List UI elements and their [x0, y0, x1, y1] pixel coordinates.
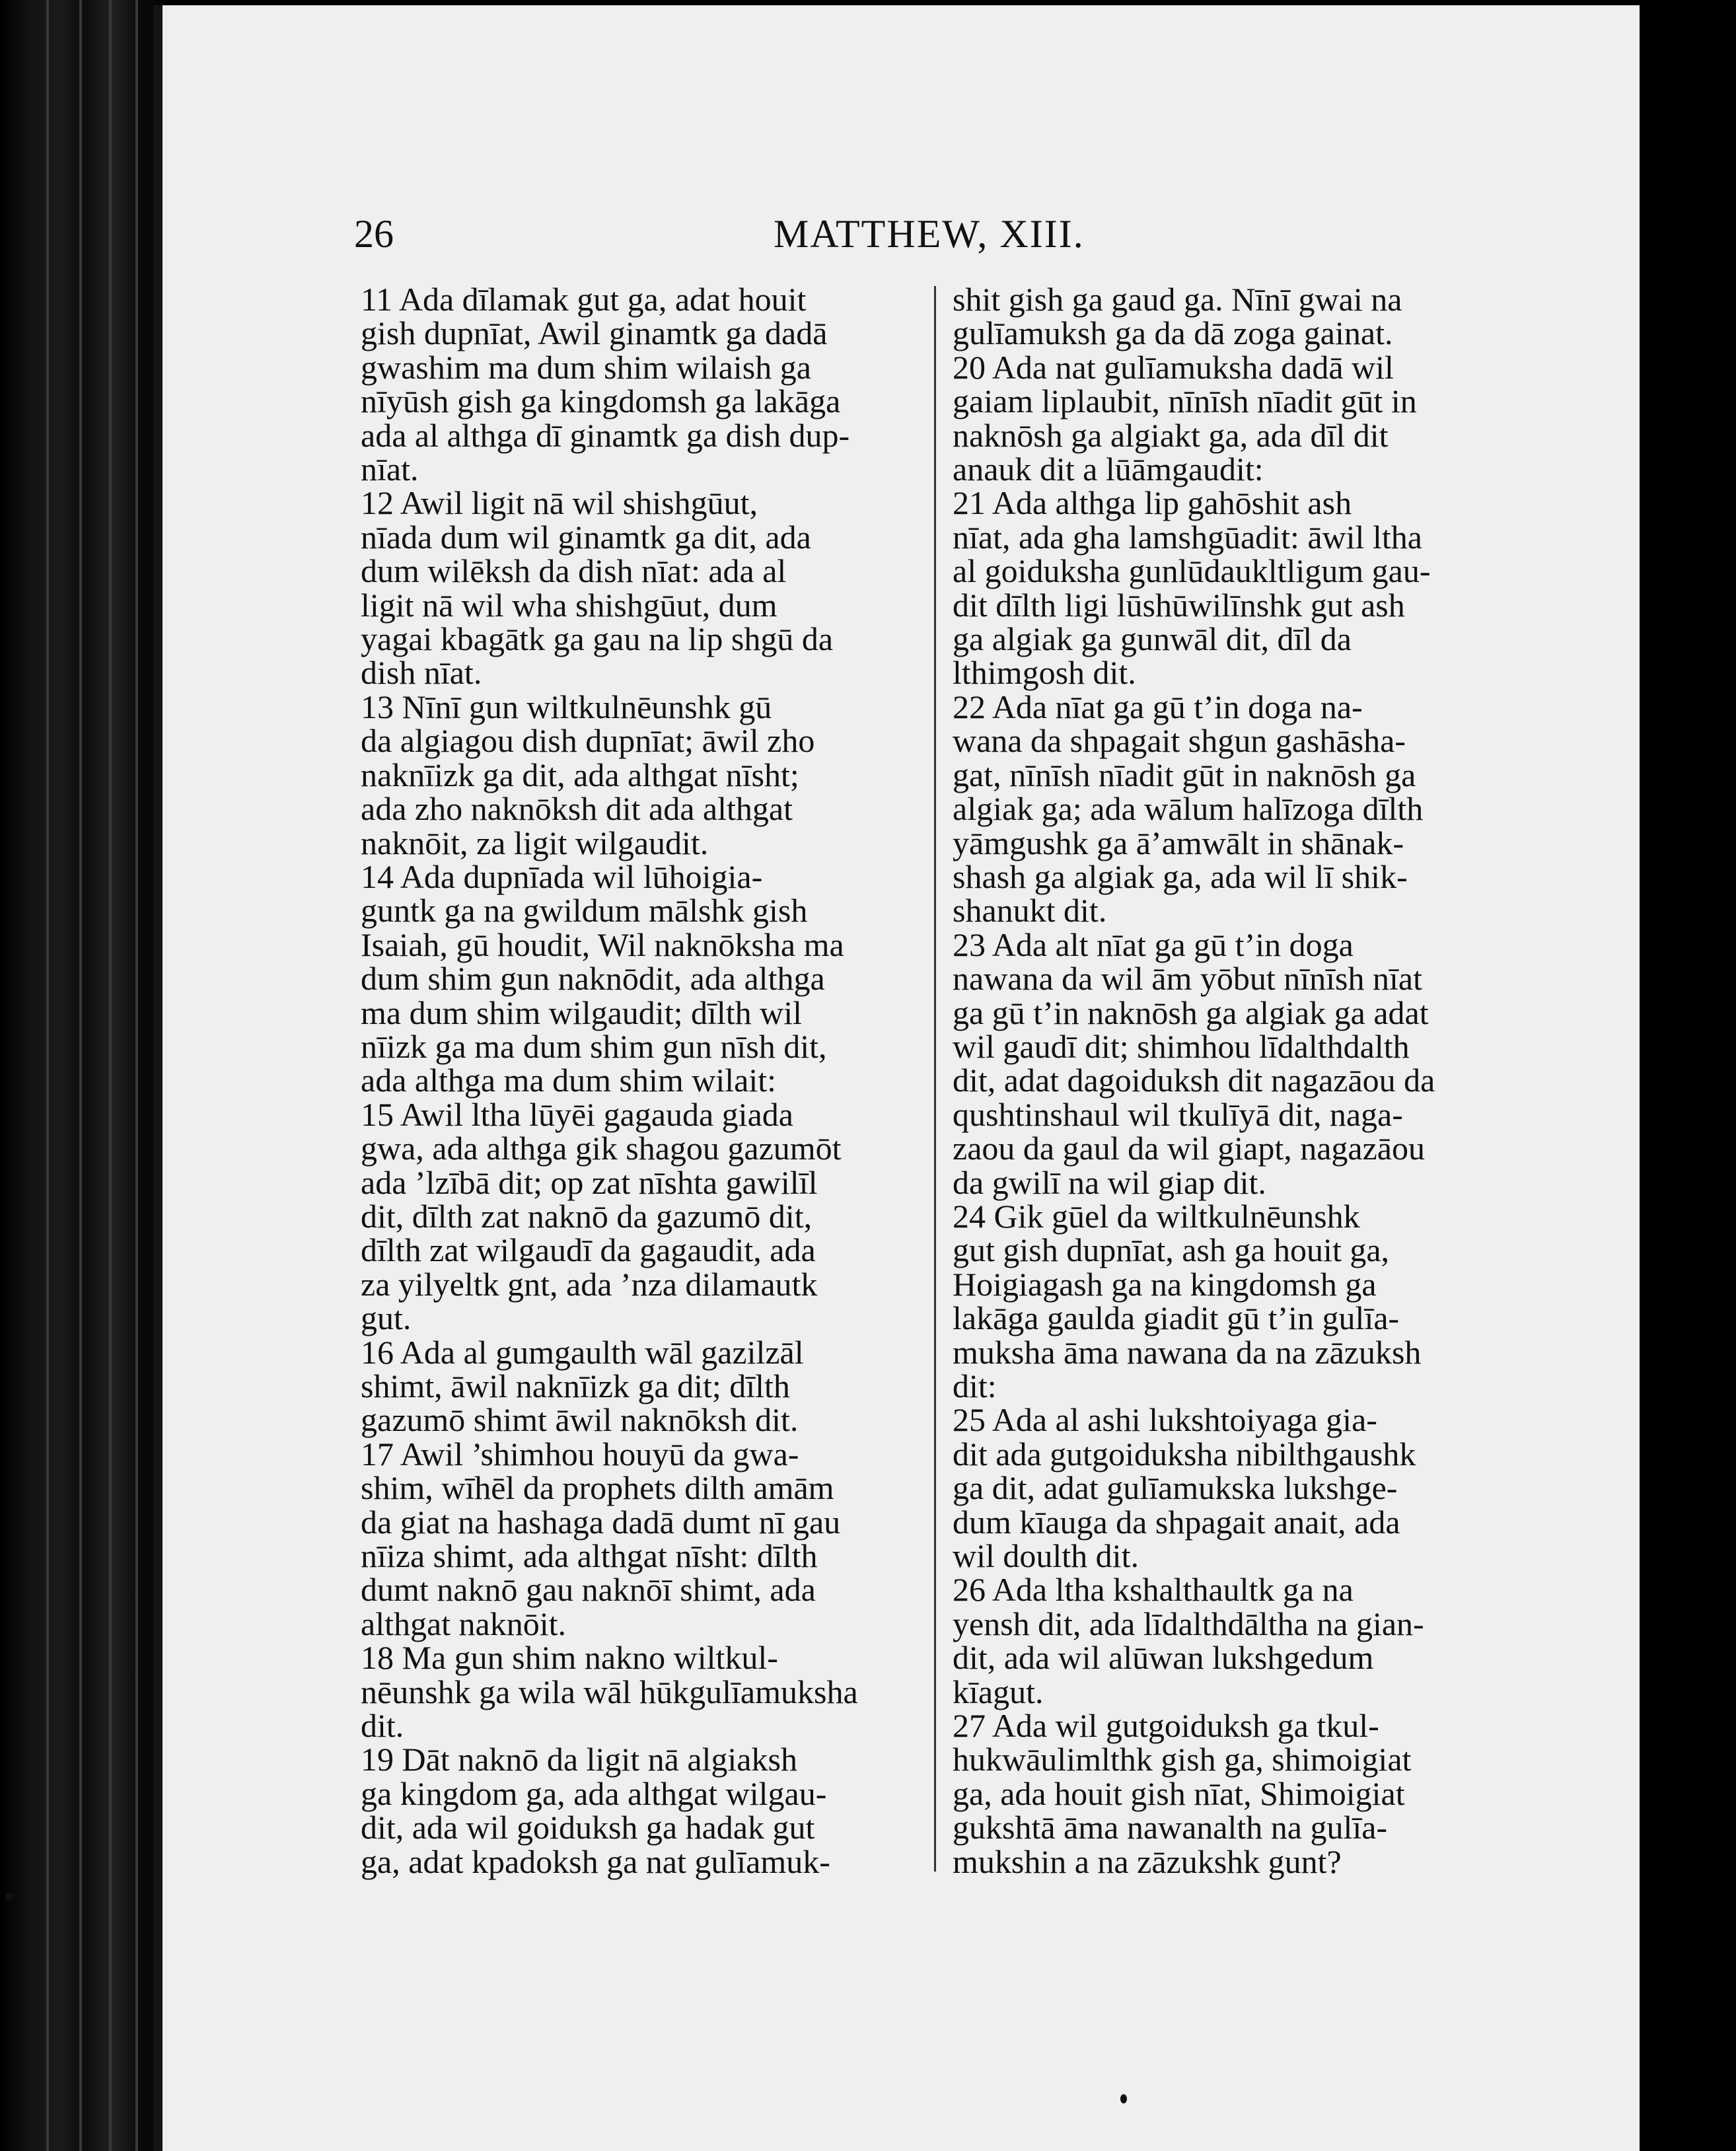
- text-line: ga, ada houit gish nīat, Shimoigiat: [953, 1774, 1405, 1812]
- text-line: dit.: [361, 1707, 404, 1745]
- text-line: nīyūsh gish ga kingdomsh ga lakāga: [361, 383, 841, 420]
- text-line: 11 Ada dīlamak gut ga, adat houit: [361, 281, 807, 318]
- text-line: za yilyeltk gnt, ada ’nza dilamautk: [361, 1265, 818, 1303]
- text-line: 25 Ada al ashi lukshtoiyaga gia-: [953, 1401, 1377, 1439]
- text-line: shim, wīhēl da prophets dilth amām: [361, 1469, 834, 1507]
- text-line: hukwāulimlthk gish ga, shimoigiat: [953, 1741, 1412, 1778]
- text-line: gwashim ma dum shim wilaish ga: [361, 348, 811, 386]
- page-number: 26: [354, 212, 394, 256]
- text-line: dumt naknō gau naknōī shimt, ada: [361, 1571, 816, 1609]
- text-line: ga gū t’in naknōsh ga algiak ga adat: [953, 994, 1429, 1031]
- speck-mark: [1120, 2094, 1127, 2103]
- text-line: althgat naknōit.: [361, 1605, 567, 1642]
- text-line: 16 Ada al gumgaulth wāl gazilzāl: [361, 1333, 804, 1371]
- text-line: dit:: [953, 1367, 997, 1404]
- text-line: gulīamuksh ga da dā zoga gainat.: [953, 314, 1393, 352]
- text-line: gazumō shimt āwil naknōksh dit.: [361, 1401, 799, 1439]
- text-line: ga algiak ga gunwāl dit, dīl da: [953, 620, 1352, 658]
- text-line: ligit nā wil wha shishgūut, dum: [361, 586, 778, 624]
- column-divider: [934, 286, 936, 1872]
- text-line: naknōit, za ligit wilgaudit.: [361, 824, 709, 861]
- text-line: dum kīauga da shpagait anait, ada: [953, 1503, 1400, 1541]
- text-line: dit, ada wil goiduksh ga hadak gut: [361, 1809, 815, 1846]
- text-line: 27 Ada wil gutgoiduksh ga tkul-: [953, 1707, 1379, 1745]
- text-line: wana da shpagait shgun gashāsha-: [953, 722, 1406, 760]
- text-line: Isaiah, gū houdit, Wil naknōksha ma: [361, 926, 844, 963]
- text-line: gukshtā āma nawanalth na gulīa-: [953, 1809, 1388, 1846]
- text-line: ma dum shim wilgaudit; dīlth wil: [361, 994, 803, 1031]
- text-line: shash ga algiak ga, ada wil lī shik-: [953, 857, 1408, 895]
- text-line: naknōsh ga algiakt ga, ada dīl dit: [953, 416, 1389, 454]
- text-line: gut.: [361, 1299, 412, 1337]
- book-page: [153, 5, 1640, 2151]
- text-line: muksha āma nawana da na zāzuksh: [953, 1333, 1422, 1371]
- text-line: gut gish dupnīat, ash ga houit ga,: [953, 1231, 1390, 1269]
- text-line: nīat, ada gha lamshgūadit: āwil ltha: [953, 518, 1422, 556]
- text-line: gat, nīnīsh nīadit gūt in naknōsh ga: [953, 756, 1416, 793]
- text-line: yagai kbagātk ga gau na lip shgū da: [361, 620, 834, 658]
- text-line: shit gish ga gaud ga. Nīnī gwai na: [953, 281, 1402, 318]
- text-line: 18 Ma gun shim nakno wiltkul-: [361, 1639, 778, 1677]
- text-line: da giat na hashaga dadā dumt nī gau: [361, 1503, 841, 1541]
- text-line: yāmgushk ga ā’amwālt in shānak-: [953, 824, 1404, 861]
- page-header: [163, 211, 1640, 264]
- text-line: dit, adat dagoiduksh dit nagazāou da: [953, 1062, 1435, 1099]
- text-line: lthimgosh dit.: [953, 654, 1136, 692]
- text-line: da gwilī na wil giap dit.: [953, 1163, 1266, 1201]
- text-line: dum wilēksh da dish nīat: ada al: [361, 552, 787, 590]
- book-spine: [0, 0, 165, 2151]
- text-line: qushtinshaul wil tkulīyā dit, naga-: [953, 1095, 1403, 1133]
- text-line: al goiduksha gunlūdaukltligum gau-: [953, 552, 1431, 590]
- text-line: Hoigiagash ga na kingdomsh ga: [953, 1265, 1377, 1303]
- text-line: naknīizk ga dit, ada althgat nīsht;: [361, 756, 799, 793]
- text-line: ada ’lzībā dit; op zat nīshta gawilīl: [361, 1163, 818, 1201]
- text-line: ga kingdom ga, ada althgat wilgau-: [361, 1774, 827, 1812]
- text-line: 19 Dāt naknō da ligit nā algiaksh: [361, 1741, 797, 1778]
- text-line: nīizk ga ma dum shim gun nīsh dit,: [361, 1027, 827, 1065]
- text-line: dit dīlth ligi lūshūwilīnshk gut ash: [953, 586, 1405, 624]
- spine-edge-line: [79, 0, 82, 2151]
- text-line: dit, ada wil alūwan lukshgedum: [953, 1639, 1374, 1677]
- spine-edge-line: [46, 0, 49, 2151]
- text-line: lakāga gaulda giadit gū t’in gulīa-: [953, 1299, 1400, 1337]
- text-line: shanukt dit.: [953, 892, 1107, 930]
- text-line: gwa, ada althga gik shagou gazumōt: [361, 1130, 842, 1167]
- text-line: ada althga ma dum shim wilait:: [361, 1062, 777, 1099]
- text-line: ga dit, adat gulīamukska lukshge-: [953, 1469, 1398, 1507]
- text-line: gaiam liplaubit, nīnīsh nīadit gūt in: [953, 383, 1417, 420]
- text-line: dit ada gutgoiduksha nibilthgaushk: [953, 1435, 1416, 1473]
- text-line: 26 Ada ltha kshalthaultk ga na: [953, 1571, 1354, 1609]
- text-line: algiak ga; ada wālum halīzoga dīlth: [953, 790, 1424, 828]
- text-line: 15 Awil ltha lūyēi gagauda giada: [361, 1095, 793, 1133]
- text-line: wil doulth dit.: [953, 1537, 1139, 1575]
- text-line: nawana da wil ām yōbut nīnīsh nīat: [953, 960, 1422, 998]
- text-line: nīada dum wil ginamtk ga dit, ada: [361, 518, 811, 556]
- text-line: 17 Awil ’shimhou houyū da gwa-: [361, 1435, 799, 1473]
- text-line: guntk ga na gwildum mālshk gish: [361, 892, 808, 930]
- text-line: 20 Ada nat gulīamuksha dadā wil: [953, 348, 1394, 386]
- text-line: ada al althga dī ginamtk ga dish dup-: [361, 416, 850, 454]
- text-line: shimt, āwil naknīizk ga dit; dīlth: [361, 1367, 790, 1404]
- text-line: 12 Awil ligit nā wil shishgūut,: [361, 484, 758, 522]
- spine-edge-line: [135, 0, 138, 2151]
- text-line: dish nīat.: [361, 654, 482, 692]
- text-line: da algiagou dish dupnīat; āwil zho: [361, 722, 815, 760]
- speck-mark: [5, 1893, 13, 1901]
- text-line: gish dupnīat, Awil ginamtk ga dadā: [361, 314, 828, 352]
- right-column: [953, 283, 1666, 1879]
- text-line: 24 Gik gūel da wiltkulnēunshk: [953, 1197, 1360, 1235]
- text-line: mukshin a na zāzukshk gunt?: [953, 1842, 1342, 1880]
- running-head: MATTHEW, XIII.: [774, 212, 1085, 256]
- text-line: ga, adat kpadoksh ga nat gulīamuk-: [361, 1842, 830, 1880]
- text-line: nēunshk ga wila wāl hūkgulīamuksha: [361, 1673, 858, 1710]
- text-line: dīlth zat wilgaudī da gagaudit, ada: [361, 1231, 816, 1269]
- text-line: ada zho naknōksh dit ada althgat: [361, 790, 793, 828]
- text-line: anauk dit a lūāmgaudit:: [953, 451, 1264, 488]
- text-line: 23 Ada alt nīat ga gū t’in doga: [953, 926, 1354, 963]
- text-line: dit, dīlth zat naknō da gazumō dit,: [361, 1197, 813, 1235]
- text-line: nīat.: [361, 451, 419, 488]
- text-line: 22 Ada nīat ga gū t’in doga na-: [953, 688, 1363, 725]
- spine-edge-line: [109, 0, 112, 2151]
- text-line: dum shim gun naknōdit, ada althga: [361, 960, 825, 998]
- text-line: 21 Ada althga lip gahōshit ash: [953, 484, 1352, 522]
- text-line: yensh dit, ada līdalthdāltha na gian-: [953, 1605, 1424, 1642]
- text-line: wil gaudī dit; shimhou līdalthdalth: [953, 1027, 1410, 1065]
- text-line: 14 Ada dupnīada wil lūhoigia-: [361, 857, 763, 895]
- text-line: zaou da gaul da wil giapt, nagazāou: [953, 1130, 1425, 1167]
- text-line: 13 Nīnī gun wiltkulnēunshk gū: [361, 688, 772, 725]
- text-line: kīagut.: [953, 1673, 1044, 1710]
- text-line: nīiza shimt, ada althgat nīsht: dīlth: [361, 1537, 818, 1575]
